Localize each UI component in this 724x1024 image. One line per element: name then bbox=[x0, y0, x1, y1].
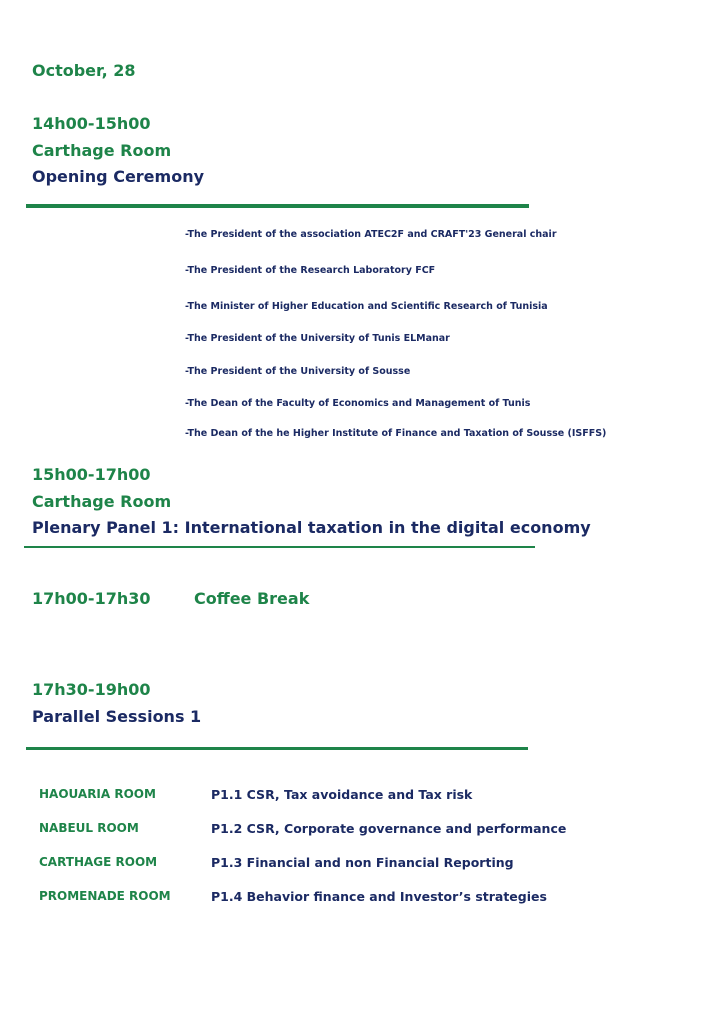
opening-room: Carthage Room bbox=[32, 141, 172, 160]
opening-title: Opening Ceremony bbox=[32, 167, 205, 186]
plenary-time: 15h00-17h00 bbox=[32, 465, 151, 484]
session-title: P1.3 Financial and non Financial Reporting bbox=[211, 855, 514, 870]
opening-time: 14h00-15h00 bbox=[32, 114, 151, 133]
session-room-label: HAOUARIA ROOM bbox=[39, 787, 156, 801]
plenary-divider bbox=[24, 546, 535, 548]
opening-divider bbox=[26, 204, 529, 208]
plenary-title: Plenary Panel 1: International taxation in the digital economy bbox=[32, 518, 591, 537]
date-heading: October, 28 bbox=[32, 61, 136, 80]
session-room-label: NABEUL ROOM bbox=[39, 821, 139, 835]
speaker-item: -The President of the association ATEC2F and CRAFT'23 General chair bbox=[185, 229, 557, 240]
session-title: P1.4 Behavior finance and Investor’s strategies bbox=[211, 889, 547, 904]
speaker-item: -The Minister of Higher Education and Scientific Research of Tunisia bbox=[185, 301, 548, 312]
speaker-item: -The President of the University of Sousse bbox=[185, 366, 411, 377]
speaker-item: -The President of the Research Laboratory FCF bbox=[185, 265, 436, 276]
session-room-label: CARTHAGE ROOM bbox=[39, 855, 158, 869]
speaker-item: -The Dean of the Faculty of Economics and Management of Tunis bbox=[185, 398, 531, 409]
parallel-divider bbox=[26, 747, 528, 750]
coffee-time: 17h00-17h30 bbox=[32, 589, 151, 608]
session-title: P1.2 CSR, Corporate governance and performance bbox=[211, 821, 567, 836]
parallel-time: 17h30-19h00 bbox=[32, 680, 151, 699]
parallel-title: Parallel Sessions 1 bbox=[32, 707, 202, 726]
session-room-label: PROMENADE ROOM bbox=[39, 889, 171, 903]
speaker-item: -The President of the University of Tunis ELManar bbox=[185, 333, 450, 344]
plenary-room: Carthage Room bbox=[32, 492, 172, 511]
session-title: P1.1 CSR, Tax avoidance and Tax risk bbox=[211, 787, 473, 802]
coffee-label: Coffee Break bbox=[194, 589, 310, 608]
speaker-item: -The Dean of the he Higher Institute of Finance and Taxation of Sousse (ISFFS) bbox=[185, 428, 607, 439]
